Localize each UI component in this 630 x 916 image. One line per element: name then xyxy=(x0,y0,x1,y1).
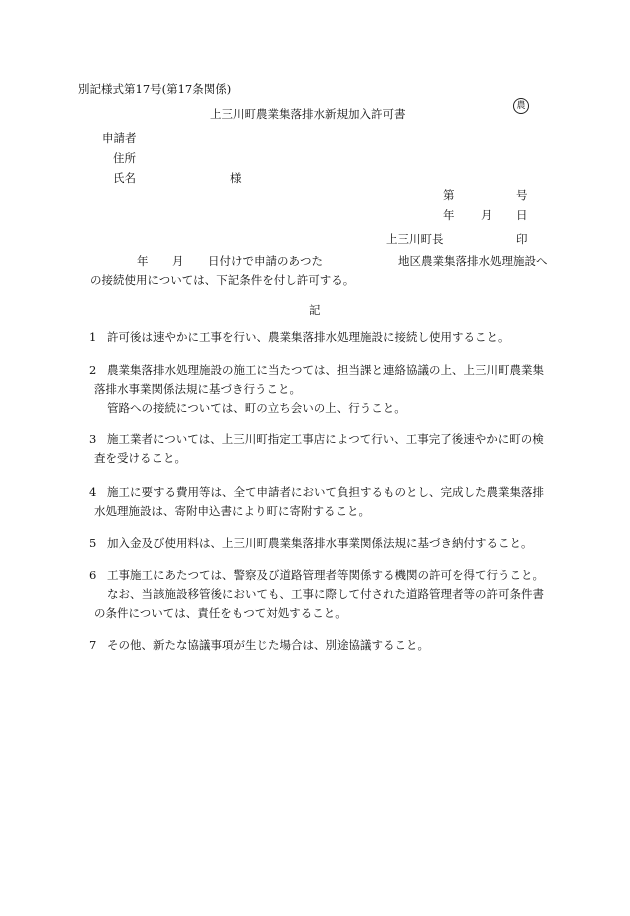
condition-4-number: 4 xyxy=(89,485,97,499)
condition-3-line-2: 査を受けること。 xyxy=(94,451,186,465)
condition-5-number: 5 xyxy=(89,536,97,550)
name-label: 氏名 xyxy=(113,171,136,185)
date-month: 月 xyxy=(481,208,493,222)
condition-4-line-2: 水処理施設は、寄附申込書により町に寄附すること。 xyxy=(94,504,370,518)
condition-2-number: 2 xyxy=(89,363,97,377)
condition-1-number: 1 xyxy=(89,330,97,344)
intro-district: 地区農業集落排水処理施設へ xyxy=(398,254,548,268)
condition-3-number: 3 xyxy=(89,432,97,446)
condition-6-line-3: の条件については、責任をもつて対処すること。 xyxy=(94,606,347,620)
condition-6-line-1: 工事施工にあたつては、警察及び道路管理者等関係する機関の許可を得て行うこと。 xyxy=(107,568,544,582)
condition-2-line-3: 管路への接続については、町の立ち会いの上、行うこと。 xyxy=(107,401,406,415)
form-label: 別記様式第17号(第17条関係) xyxy=(78,82,232,96)
intro-year: 年 xyxy=(137,254,149,268)
ki-heading: 記 xyxy=(309,303,321,317)
condition-7-number: 7 xyxy=(89,638,97,652)
condition-1-line-1: 許可後は速やかに工事を行い、農業集落排水処理施設に接続し使用すること。 xyxy=(107,330,510,344)
condition-6-number: 6 xyxy=(89,568,97,582)
date-year: 年 xyxy=(443,208,455,222)
condition-2-line-1: 農業集落排水処理施設の施工に当たつては、担当課と連絡協議の上、上三川町農業集 xyxy=(107,363,544,377)
condition-7-line-1: その他、新たな協議事項が生じた場合は、別途協議すること。 xyxy=(107,638,429,652)
honorific: 様 xyxy=(230,171,242,185)
issuer-seal: 印 xyxy=(516,232,528,246)
document-title: 上三川町農業集落排水新規加入許可書 xyxy=(210,107,406,121)
condition-3-line-1: 施工業者については、上三川町指定工事店によつて行い、工事完了後速やかに町の検 xyxy=(107,432,544,446)
condition-2-line-2: 落排水事業関係法規に基づき行うこと。 xyxy=(94,382,301,396)
address-label: 住所 xyxy=(113,151,136,165)
intro-month: 月 xyxy=(172,254,184,268)
date-day: 日 xyxy=(516,208,528,222)
seal-mark-icon: 農 xyxy=(513,98,529,114)
intro-line2: の接続使用については、下記条件を付し許可する。 xyxy=(90,273,355,287)
applicant-heading: 申請者 xyxy=(102,131,137,145)
condition-6-line-2: なお、当該施設移管後においても、工事に際して付された道路管理者等の許可条件書 xyxy=(107,587,544,601)
intro-dated: 日付けで申請のあつた xyxy=(208,254,323,268)
issuer-title: 上三川町長 xyxy=(386,232,444,246)
number-prefix: 第 xyxy=(443,188,455,202)
condition-4-line-1: 施工に要する費用等は、全て申請者において負担するものとし、完成した農業集落排 xyxy=(107,485,544,499)
number-suffix: 号 xyxy=(516,188,528,202)
condition-5-line-1: 加入金及び使用料は、上三川町農業集落排水事業関係法規に基づき納付すること。 xyxy=(107,536,533,550)
